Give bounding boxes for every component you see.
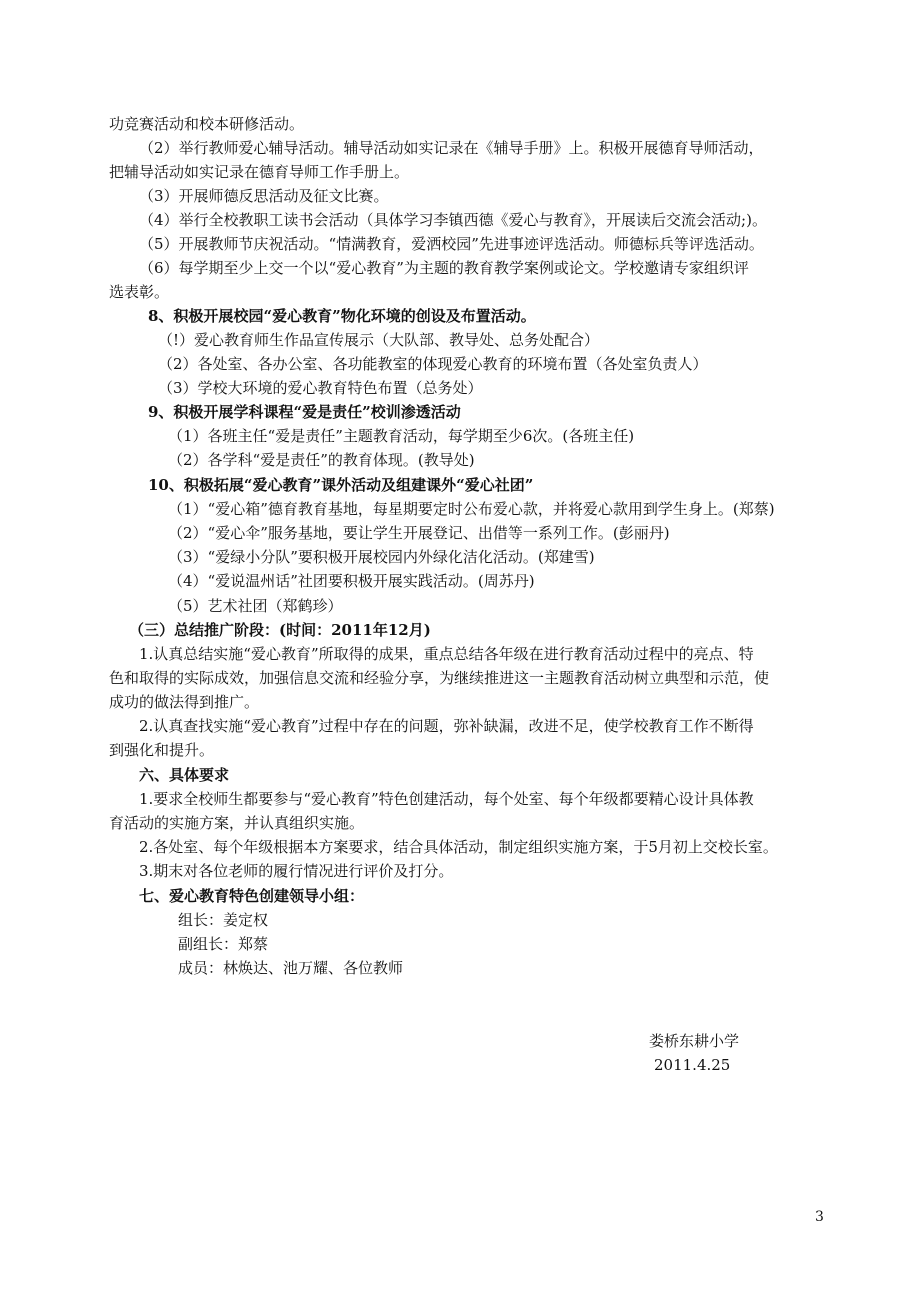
text-line-12: （3）学校大环境的爱心教育特色布置（总务处） <box>158 379 483 397</box>
section-heading-10: 10、积极拓展“爱心教育”课外活动及组建课外“爱心社团” <box>148 476 534 494</box>
text-line-15: （2）各学科“爱是责任”的教育体现。(教导处) <box>168 451 475 469</box>
text-line-6: （5）开展教师节庆祝活动。“情满教育，爱洒校园”先进事迹评选活动。师德标兵等评选活动。 <box>139 235 764 253</box>
text-line-4: （3）开展师德反思活动及征文比赛。 <box>139 187 389 205</box>
text-line-10: （!）爱心教育师生作品宣传展示（大队部、教导处、总务处配合） <box>158 331 600 349</box>
text-line-19: （3）“爱绿小分队”要积极开展校园内外绿化洁化活动。(郑建雪) <box>168 548 595 566</box>
section-heading-9: 9、积极开展学科课程“爱是责任”校训渗透活动 <box>148 403 461 421</box>
text-line-1: 功竞赛活动和校本研修活动。 <box>109 115 305 133</box>
text-line-7: （6）每学期至少上交一个以“爱心教育”为主题的教育教学案例或论文。学校邀请专家组织评 <box>139 259 749 277</box>
section-heading-8: 8、积极开展校园“爱心教育”物化环境的创设及布置活动。 <box>148 307 536 325</box>
document-date: 2011.4.25 <box>654 1056 731 1074</box>
text-line-30: 育活动的实施方案，并认真组织实施。 <box>109 814 365 832</box>
text-line-11: （2）各处室、各办公室、各功能教室的体现爱心教育的环境布置（各处室负责人） <box>158 355 708 373</box>
page-number: 3 <box>815 1209 824 1225</box>
section-heading-seven: 七、爱心教育特色创建领导小组： <box>139 887 365 905</box>
text-line-17: （1）“爱心箱”德育教育基地，每星期要定时公布爱心款，并将爱心款用到学生身上。(郑蔡) <box>168 500 775 518</box>
text-line-8: 选表彰。 <box>109 283 170 301</box>
text-line-21: （5）艺术社团（郑鹤珍） <box>168 597 343 615</box>
text-line-29: 1.要求全校师生都要参与“爱心教育”特色创建活动，每个处室、每个年级都要精心设计具体教 <box>139 790 754 808</box>
text-line-23: 1.认真总结实施“爱心教育”所取得的成果，重点总结各年级在进行教育活动过程中的亮点、特 <box>139 645 754 663</box>
text-line-18: （2）“爱心伞”服务基地，要让学生开展登记、出借等一系列工作。(彭丽丹) <box>168 524 670 542</box>
text-line-24: 色和取得的实际成效，加强信息交流和经验分享，为继续推进这一主题教育活动树立典型和示范，使 <box>109 669 770 687</box>
members-line: 成员：林焕达、池万耀、各位教师 <box>178 959 404 977</box>
section-heading-six: 六、具体要求 <box>139 766 230 784</box>
text-line-31: 2.各处室、每个年级根据本方案要求，结合具体活动，制定组织实施方案，于5月初上交校长室。 <box>139 838 778 856</box>
school-name: 娄桥东耕小学 <box>649 1032 740 1050</box>
text-line-5: （4）举行全校教职工读书会活动（具体学习李镇西德《爱心与教育》，开展读后交流会活动;)。 <box>139 211 767 229</box>
text-line-20: （4）“爱说温州话”社团要积极开展实践活动。(周苏丹) <box>168 572 535 590</box>
deputy-leader-line: 副组长：郑蔡 <box>178 935 269 953</box>
leader-line: 组长：姜定权 <box>178 911 269 929</box>
text-line-2: （2）举行教师爱心辅导活动。辅导活动如实记录在《辅导手册》上。积极开展德育导师活动， <box>139 139 764 157</box>
text-line-26: 2.认真查找实施“爱心教育”过程中存在的问题，弥补缺漏，改进不足，使学校教育工作不断得 <box>139 717 754 735</box>
text-line-3: 把辅导活动如实记录在德育导师工作手册上。 <box>109 163 410 181</box>
text-line-25: 成功的做法得到推广。 <box>109 693 260 711</box>
text-line-27: 到强化和提升。 <box>109 741 215 759</box>
text-line-14: （1）各班主任“爱是责任”主题教育活动，每学期至少6次。(各班主任) <box>168 427 635 445</box>
section-heading-summary: （三）总结推广阶段：(时间：2011年12月) <box>129 621 431 639</box>
text-line-32: 3.期末对各位老师的履行情况进行评价及打分。 <box>139 862 454 880</box>
